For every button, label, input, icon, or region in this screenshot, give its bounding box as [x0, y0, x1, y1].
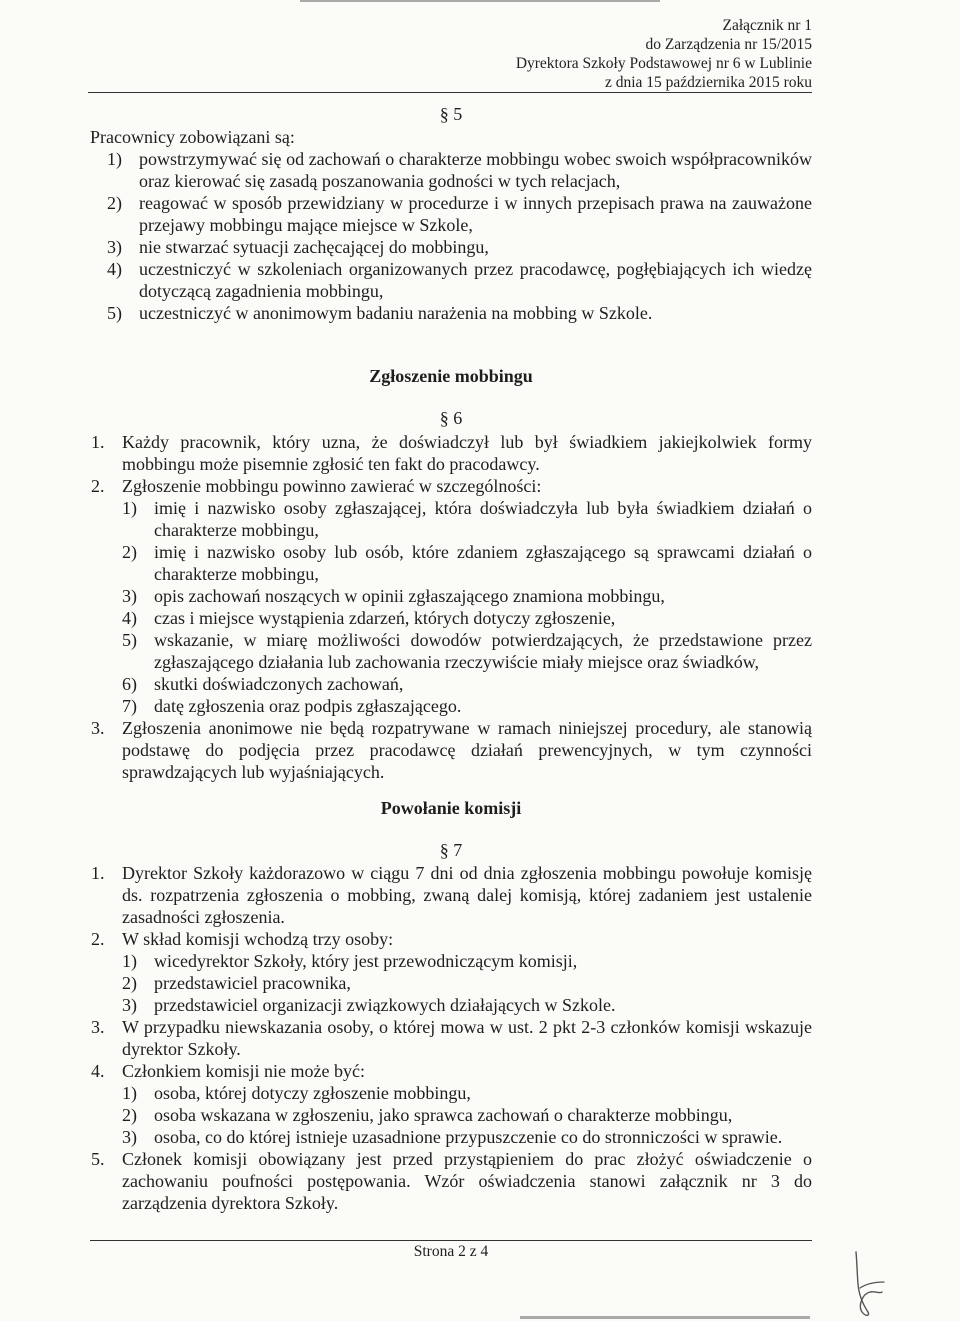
list-item: 2. Zgłoszenie mobbingu powinno zawierać w szczególności: 1) imię i nazwisko osoby zgłaszającej, która doświadczyła lub była świadkiem działań o charakterze mobbingu, 2) imię i nazwisko osoby lub osób, które zdaniem zgłaszającego są sprawcami działań o charakterze mobbingu, 3) opis zachowań noszących w opinii zgłaszającego znamiona mobbingu, 4) czas i miejsce wystąpienia zdarzeń, których dotyczy zgłoszenie, 5) wskazanie, w miarę możliwości dowodów potwierdzających, że przedstawione przez zgłaszającego działania lub zachowania rzeczywiście miały miejsce oraz świadków, 6) skutki doświadczonych zachowań, 7) datę zgłoszenia oraz podpis zgłaszającego. [91, 476, 812, 716]
section-7-sign-block [90, 840, 812, 861]
footer-divider [90, 1240, 812, 1241]
list-item: 2) imię i nazwisko osoby lub osób, które zdaniem zgłaszającego są sprawcami działań o charakterze mobbingu, [122, 542, 812, 584]
section-7-heading: Powołanie komisji [380, 798, 522, 818]
section-6-sublist [122, 497, 812, 717]
header-divider [88, 92, 812, 93]
list-item: 3) przedstawiciel organizacji związkowych działających w Szkole. [122, 995, 616, 1015]
section-7-body [91, 862, 812, 1214]
header-attachment-label: Załącznik nr 1 [722, 17, 812, 34]
section-5 [90, 104, 812, 125]
scan-artifact [520, 1316, 810, 1319]
list-item: 2. W skład komisji wchodzą trzy osoby: 1) wicedyrektor Szkoły, który jest przewodniczącym komisji, 2) przedstawiciel pracownika, 3) przedstawiciel organizacji związkowych działających w Szkole. [91, 928, 812, 1016]
list-item: 2) przedstawiciel pracownika, [122, 973, 351, 993]
list-item: 1. Dyrektor Szkoły każdorazowo w ciągu 7 dni od dnia zgłoszenia mobbingu powołuje komisję ds. rozpatrzenia zgłoszenia o mobbing, zwaną dalej komisją, której zadaniem jest ustalenie zasadności zgłoszenia. [91, 863, 812, 927]
list-item: 7) datę zgłoszenia oraz podpis zgłaszającego. [122, 696, 462, 716]
section-5-list [107, 148, 812, 324]
handwritten-initial [840, 1248, 900, 1318]
section-5-body [90, 126, 812, 324]
list-item: 3. Zgłoszenia anonimowe nie będą rozpatrywane w ramach niniejszej procedury, ale stanowią podstawę do podjęcia przez pracodawcę działań prewencyjnych, w tym czynności sprawdzających lub wyjaśniających. [91, 718, 812, 782]
section-6-sign: § 6 [439, 408, 463, 428]
section-7-heading-block [90, 798, 812, 819]
page-number: Strona 2 z 4 [413, 1243, 489, 1260]
section-7-sublist-2 [122, 1082, 812, 1148]
list-item: 1) wicedyrektor Szkoły, który jest przewodniczącym komisji, [122, 951, 578, 971]
section-6-sign-block [90, 408, 812, 429]
document-header [516, 16, 812, 92]
list-item: 4) czas i miejsce wystąpienia zdarzeń, których dotyczy zgłoszenie, [122, 608, 616, 628]
list-item: 3) opis zachowań noszących w opinii zgłaszającego znamiona mobbingu, [122, 586, 665, 606]
section-5-lead: Pracownicy zobowiązani są: [90, 127, 295, 147]
header-order-number: do Zarządzenia nr 15/2015 [645, 36, 812, 53]
section-6-list [91, 431, 812, 783]
list-item: 2) reagować w sposób przewidziany w procedurze i w innych przepisach prawa na zauważone przejawy mobbingu mające miejsce w Szkole, [107, 193, 812, 235]
header-issuer: Dyrektora Szkoły Podstawowej nr 6 w Lublinie [515, 55, 812, 72]
section-5-sign: § 5 [439, 104, 463, 124]
list-item: 3. W przypadku niewskazania osoby, o której mowa w ust. 2 pkt 2-3 członków komisji wskazuje dyrektor Szkoły. [91, 1017, 812, 1059]
list-item: 3) osoba, co do której istnieje uzasadnione przypuszczenie co do stronniczości w sprawie. [122, 1127, 783, 1147]
section-6-heading: Zgłoszenie mobbingu [369, 366, 533, 386]
section-7-sublist [122, 950, 812, 1016]
section-6-body [91, 431, 812, 783]
header-date: z dnia 15 października 2015 roku [604, 74, 812, 91]
section-7-sign: § 7 [439, 840, 463, 860]
section-7-list [91, 862, 812, 1214]
list-item: 5. Członek komisji obowiązany jest przed przystąpieniem do prac złożyć oświadczenie o zachowaniu poufności postępowania. Wzór oświadczenia stanowi załącznik nr 3 do zarządzenia dyrektora Szkoły. [91, 1149, 812, 1213]
list-item: 1. Każdy pracownik, który uzna, że doświadczył lub był świadkiem jakiejkolwiek formy mobbingu może pisemnie zgłosić ten fakt do pracodawcy. [91, 432, 812, 474]
list-item: 3) nie stwarzać sytuacji zachęcającej do mobbingu, [107, 237, 489, 257]
scan-artifact [300, 0, 660, 2]
list-item: 4. Członkiem komisji nie może być: 1) osoba, której dotyczy zgłoszenie mobbingu, 2) osoba wskazana w zgłoszeniu, jako sprawca zachowań o charakterze mobbingu, 3) osoba, co do której istnieje uzasadnione przypuszczenie co do stronniczości w sprawie. [91, 1060, 812, 1148]
list-item: 6) skutki doświadczonych zachowań, [122, 674, 404, 694]
list-item: 4) uczestniczyć w szkoleniach organizowanych przez pracodawcę, pogłębiających ich wiedzę dotyczącą zagadnienia mobbingu, [107, 259, 812, 301]
list-item: 1) osoba, której dotyczy zgłoszenie mobbingu, [122, 1083, 471, 1103]
list-item: 5) wskazanie, w miarę możliwości dowodów potwierdzających, że przedstawione przez zgłaszającego działania lub zachowania rzeczywiście miały miejsce oraz świadków, [122, 630, 812, 672]
list-item: 1) powstrzymywać się od zachowań o charakterze mobbingu wobec swoich współpracowników oraz kierować się zasadą poszanowania godności w tych relacjach, [107, 149, 812, 191]
section-6-heading-block [90, 366, 812, 387]
list-item: 1) imię i nazwisko osoby zgłaszającej, która doświadczyła lub była świadkiem działań o charakterze mobbingu, [122, 498, 812, 540]
list-item: 5) uczestniczyć w anonimowym badaniu narażenia na mobbing w Szkole. [107, 303, 653, 323]
list-item: 2) osoba wskazana w zgłoszeniu, jako sprawca zachowań o charakterze mobbingu, [122, 1105, 733, 1125]
